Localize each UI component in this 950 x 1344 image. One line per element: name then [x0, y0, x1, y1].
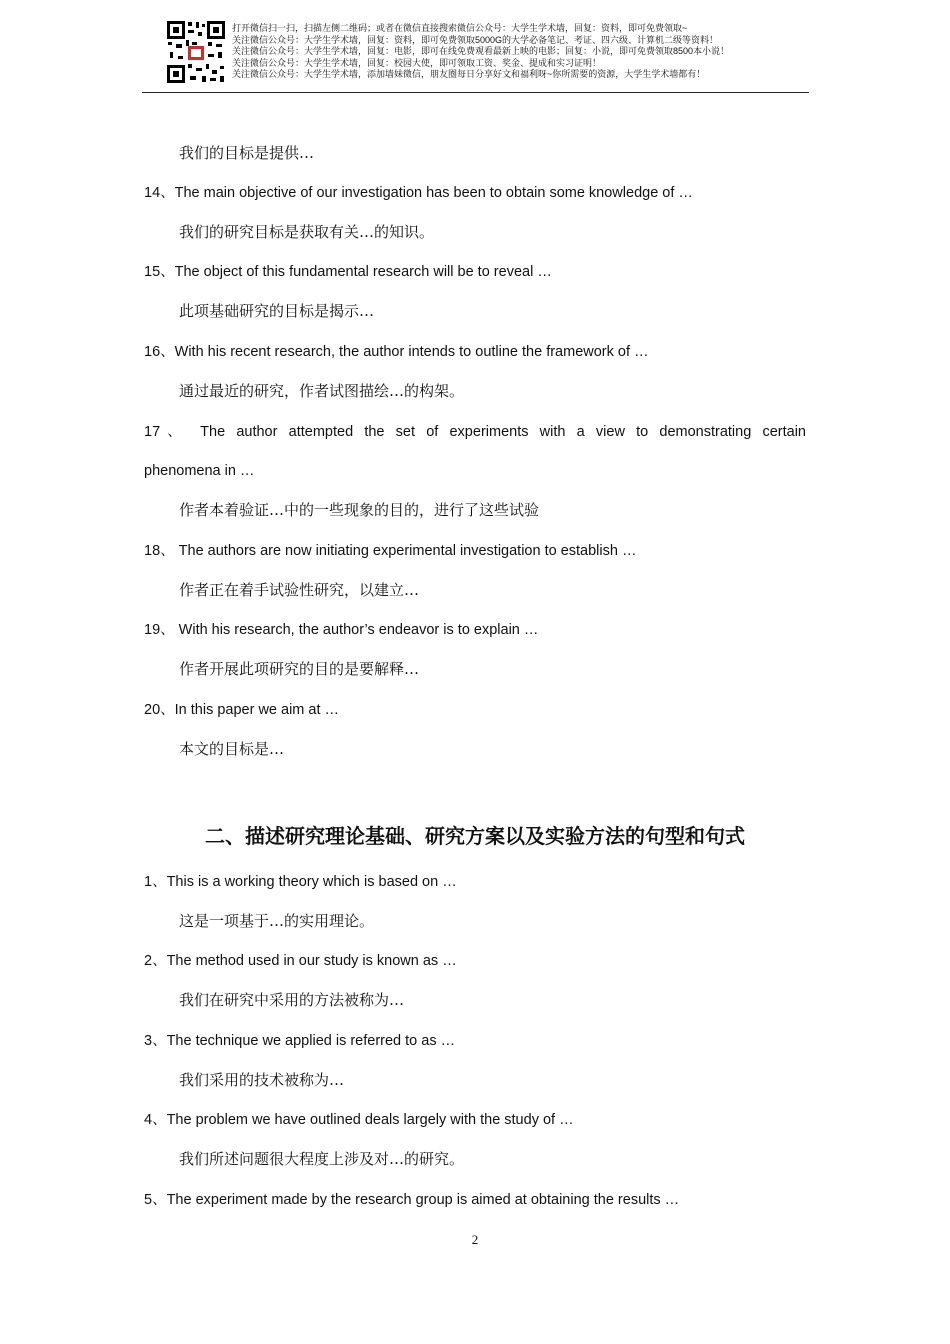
qr-code-icon [166, 20, 226, 84]
translation-text: 作者正在着手试验性研究，以建立… [179, 581, 420, 599]
sentence-pattern: 19、 With his research, the author’s endeavor is to explain … [144, 622, 539, 638]
translation-text: 我们的目标是提供… [179, 144, 315, 162]
header-text-block [232, 23, 729, 81]
sentence-pattern: 4、The problem we have outlined deals largely with the study of … [144, 1112, 574, 1128]
translation-text: 作者开展此项研究的目的是要解释… [179, 660, 420, 678]
translation-text: 我们采用的技术被称为… [179, 1071, 345, 1089]
sentence-pattern: 18、 The authors are now initiating experimental investigation to establish … [144, 543, 637, 559]
sentence-pattern: 3、The technique we applied is referred to as … [144, 1033, 456, 1049]
header-line: 打开微信扫一扫，扫描左侧二维码；或者在微信直接搜索微信公众号：大学生学术墙，回复：资料，即可免费领取~ [232, 23, 688, 33]
translation-text: 我们在研究中采用的方法被称为… [179, 991, 405, 1009]
header-line: 关注微信公众号：大学生学术墙，添加墙妹微信，朋友圈每日分享好文和福利呀~你所需要的资源，大学生学术墙都有！ [232, 69, 706, 80]
section-heading: 二、描述研究理论基础、研究方案以及实验方法的句型和句式 [205, 824, 745, 848]
sentence-pattern: 1、This is a working theory which is based on … [144, 874, 457, 890]
sentence-pattern: 20、In this paper we aim at … [144, 702, 340, 718]
translation-text: 这是一项基于…的实用理论。 [179, 912, 375, 930]
translation-text: 我们所述问题很大程度上涉及对…的研究。 [179, 1150, 465, 1168]
header-line: 关注微信公众号：大学生学术墙，回复：校园大使，即可领取工资、奖金、提成和实习证明！ [232, 57, 602, 68]
sentence-pattern: 16、With his recent research, the author intends to outline the framework of … [144, 344, 649, 360]
translation-text: 此项基础研究的目标是揭示… [179, 302, 375, 320]
header-line: 关注微信公众号：大学生学术墙，回复：资料，即可免费领取5000G的大学必备笔记、考证、四六级、计算机二级等资料！ [232, 34, 719, 45]
sentence-pattern: 5、The experiment made by the research group is aimed at obtaining the results … [144, 1192, 680, 1208]
sentence-pattern-continuation: phenomena in … [144, 463, 255, 479]
page-header [142, 18, 809, 93]
translation-text: 作者本着验证…中的一些现象的目的，进行了这些试验 [179, 501, 540, 519]
page-number: 2 [471, 1232, 479, 1247]
sentence-pattern: 17、 The author attempted the set of experiments with a view to demonstrating certain [144, 424, 806, 440]
sentence-pattern: 15、The object of this fundamental research will be to reveal … [144, 264, 552, 280]
header-line: 关注微信公众号：大学生学术墙，回复：电影，即可在线免费观看最新上映的电影；回复：小说，即可免费领取8500本小说！ [232, 46, 730, 57]
translation-text: 通过最近的研究，作者试图描绘…的构架。 [179, 382, 465, 400]
sentence-pattern: 2、The method used in our study is known as … [144, 953, 457, 969]
translation-text: 我们的研究目标是获取有关…的知识。 [179, 223, 435, 241]
translation-text: 本文的目标是… [179, 740, 285, 758]
sentence-pattern: 14、The main objective of our investigation has been to obtain some knowledge of … [144, 185, 693, 201]
